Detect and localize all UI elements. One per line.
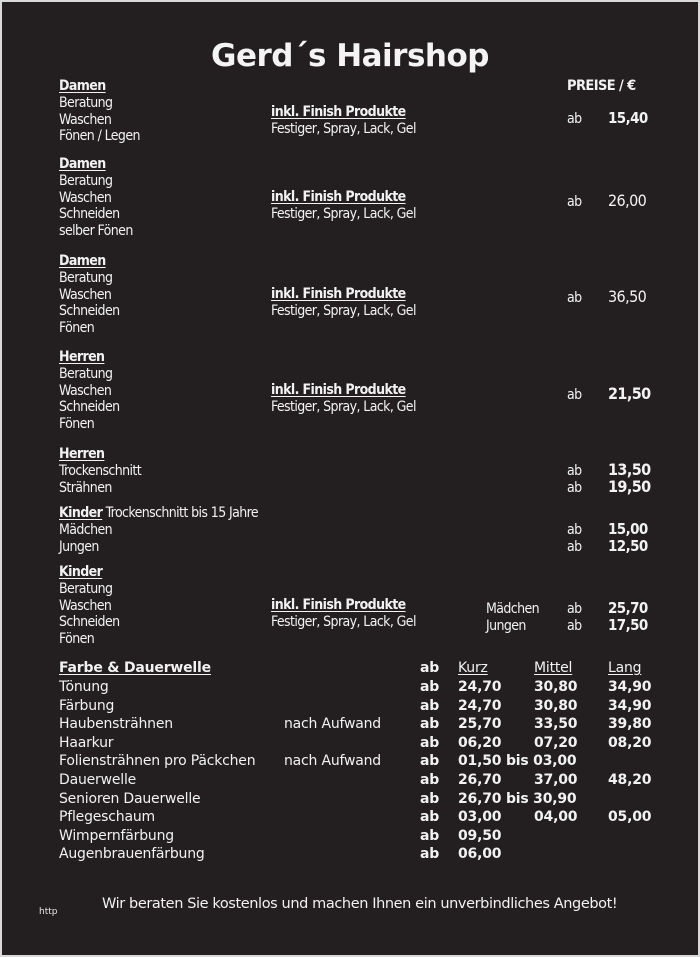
service-label: Augenbrauenfärbung bbox=[59, 846, 205, 863]
price-mittel: 30,80 bbox=[534, 679, 578, 695]
price-value: 36,50 bbox=[608, 287, 647, 306]
ab-label: ab bbox=[567, 387, 582, 403]
price-value: 25,70 bbox=[608, 599, 648, 617]
section-kinder-1 bbox=[59, 505, 258, 555]
ab-label: ab bbox=[420, 827, 440, 844]
inkl-items: Festiger, Spray, Lack, Gel bbox=[271, 205, 416, 222]
kinder-maedchen-label: Mädchen bbox=[486, 601, 540, 617]
ab-label: ab bbox=[420, 772, 440, 788]
price-kurz: 01,50 bis 03,00 bbox=[458, 753, 577, 770]
service-line: Strähnen bbox=[59, 479, 112, 496]
inkl-finish-3 bbox=[271, 286, 416, 320]
ab-label: ab bbox=[567, 618, 582, 634]
ab-label: ab bbox=[420, 753, 440, 770]
inkl-items: Festiger, Spray, Lack, Gel bbox=[271, 302, 416, 319]
section-kinder-2 bbox=[59, 564, 119, 648]
service-line: Waschen bbox=[59, 597, 112, 614]
service-line: Schneiden bbox=[59, 303, 120, 320]
service-line: Beratung bbox=[59, 94, 113, 111]
ab-label: ab bbox=[420, 716, 440, 733]
price-lang: 05,00 bbox=[608, 809, 652, 826]
service-label: Haarkur bbox=[59, 734, 114, 751]
inkl-finish-2 bbox=[271, 189, 416, 223]
ab-label: ab bbox=[420, 790, 440, 807]
inkl-items: Festiger, Spray, Lack, Gel bbox=[271, 613, 416, 630]
service-line: Fönen bbox=[59, 416, 95, 433]
price-value: 19,50 bbox=[608, 477, 651, 496]
service-note: nach Aufwand bbox=[284, 716, 381, 733]
service-line: Beratung bbox=[59, 172, 113, 189]
price-mittel: 07,20 bbox=[534, 734, 578, 751]
inkl-heading: inkl. Finish Produkte bbox=[271, 382, 406, 398]
service-line: Trockenschnitt bbox=[59, 462, 142, 479]
inkl-finish-1 bbox=[271, 104, 416, 138]
price-kurz: 06,00 bbox=[458, 846, 502, 863]
price-mittel: 30,80 bbox=[534, 697, 578, 714]
service-line: Beratung bbox=[59, 580, 113, 597]
service-label: Dauerwelle bbox=[59, 772, 137, 788]
inkl-finish-4 bbox=[271, 382, 416, 416]
service-label: Senioren Dauerwelle bbox=[59, 790, 201, 807]
price-lang: 48,20 bbox=[608, 772, 652, 788]
price-lang: 39,80 bbox=[608, 716, 652, 733]
service-line: Beratung bbox=[59, 269, 113, 286]
price-value: 12,50 bbox=[608, 537, 648, 555]
service-line: Beratung bbox=[59, 365, 113, 382]
price-kurz: 26,70 bbox=[458, 772, 502, 788]
service-label: Wimpernfärbung bbox=[59, 827, 174, 844]
section-heading: Herren bbox=[59, 446, 105, 462]
price-kurz: 03,00 bbox=[458, 809, 502, 826]
ab-label: ab bbox=[420, 679, 440, 695]
price-kurz: 26,70 bis 30,90 bbox=[458, 790, 577, 807]
inkl-heading: inkl. Finish Produkte bbox=[271, 104, 406, 120]
inkl-finish-5 bbox=[271, 597, 416, 631]
service-note: nach Aufwand bbox=[284, 753, 381, 770]
inkl-heading: inkl. Finish Produkte bbox=[271, 597, 406, 613]
column-mittel: Mittel bbox=[534, 660, 573, 676]
prices-header: PREISE / € bbox=[567, 78, 636, 94]
section-heading: Damen bbox=[59, 253, 106, 269]
price-lang: 34,90 bbox=[608, 679, 652, 695]
service-line: Jungen bbox=[59, 538, 99, 555]
service-line: Waschen bbox=[59, 111, 112, 128]
service-line: Fönen bbox=[59, 320, 95, 337]
ab-label: ab bbox=[420, 697, 440, 714]
column-lang: Lang bbox=[608, 660, 642, 676]
price-value: 15,00 bbox=[608, 520, 648, 538]
service-line: Waschen bbox=[59, 189, 112, 206]
price-lang: 08,20 bbox=[608, 734, 652, 751]
inkl-heading: inkl. Finish Produkte bbox=[271, 189, 406, 205]
service-label: Tönung bbox=[59, 679, 109, 695]
service-line: selber Fönen bbox=[59, 223, 133, 240]
ab-label: ab bbox=[567, 111, 582, 127]
ab-label: ab bbox=[567, 463, 582, 479]
service-line: Fönen bbox=[59, 631, 95, 648]
service-label: Färbung bbox=[59, 697, 115, 714]
ab-label: ab bbox=[420, 809, 440, 826]
ab-label: ab bbox=[420, 734, 440, 751]
farbe-heading: Farbe & Dauerwelle bbox=[59, 660, 211, 676]
ab-label: ab bbox=[567, 539, 582, 555]
section-herren-1 bbox=[59, 349, 119, 433]
price-mittel: 37,00 bbox=[534, 772, 578, 788]
ab-label: ab bbox=[420, 660, 440, 676]
footer-text: Wir beraten Sie kostenlos und machen Ihnen ein unverbindliches Angebot! bbox=[102, 896, 618, 912]
section-damen-2 bbox=[59, 156, 133, 240]
service-line: Waschen bbox=[59, 382, 112, 399]
inkl-heading: inkl. Finish Produkte bbox=[271, 286, 406, 302]
price-kurz: 24,70 bbox=[458, 697, 502, 714]
service-line: Fönen / Legen bbox=[59, 128, 140, 145]
price-mittel: 04,00 bbox=[534, 809, 578, 826]
price-value: 13,50 bbox=[608, 460, 651, 479]
inkl-items: Festiger, Spray, Lack, Gel bbox=[271, 398, 416, 415]
service-line: Schneiden bbox=[59, 399, 120, 416]
price-value: 17,50 bbox=[608, 616, 648, 634]
ab-label: ab bbox=[567, 290, 582, 306]
column-kurz: Kurz bbox=[458, 660, 488, 676]
section-damen-3 bbox=[59, 253, 119, 337]
price-list-sheet bbox=[2, 2, 698, 955]
page-title: Gerd´s Hairshop bbox=[211, 38, 489, 74]
price-kurz: 25,70 bbox=[458, 716, 502, 733]
price-value: 26,00 bbox=[608, 191, 647, 210]
section-heading: Damen bbox=[59, 156, 106, 172]
service-line: Waschen bbox=[59, 286, 112, 303]
ab-label: ab bbox=[567, 601, 582, 617]
section-heading: Kinder bbox=[59, 505, 103, 521]
price-mittel: 33,50 bbox=[534, 716, 578, 733]
section-subheading: Trockenschnitt bis 15 Jahre bbox=[105, 505, 259, 521]
ab-label: ab bbox=[420, 846, 440, 863]
price-value: 21,50 bbox=[608, 384, 651, 403]
price-kurz: 06,20 bbox=[458, 734, 502, 751]
service-label: Haubensträhnen bbox=[59, 716, 173, 733]
service-line: Schneiden bbox=[59, 614, 120, 631]
inkl-items: Festiger, Spray, Lack, Gel bbox=[271, 120, 416, 137]
service-line: Mädchen bbox=[59, 521, 113, 538]
service-label: Pflegeschaum bbox=[59, 809, 155, 826]
price-kurz: 24,70 bbox=[458, 679, 502, 695]
price-kurz: 09,50 bbox=[458, 827, 502, 844]
price-value: 15,40 bbox=[608, 109, 648, 127]
service-line: Schneiden bbox=[59, 206, 120, 223]
ab-label: ab bbox=[567, 194, 582, 210]
section-heading: Kinder bbox=[59, 564, 103, 580]
kinder-jungen-label: Jungen bbox=[486, 618, 526, 634]
section-heading: Herren bbox=[59, 349, 105, 365]
price-lang: 34,90 bbox=[608, 697, 652, 714]
section-herren-2 bbox=[59, 446, 141, 496]
ab-label: ab bbox=[567, 480, 582, 496]
watermark: http bbox=[39, 907, 58, 917]
service-label: Foliensträhnen pro Päckchen bbox=[59, 753, 256, 770]
section-heading: Damen bbox=[59, 78, 106, 94]
ab-label: ab bbox=[567, 522, 582, 538]
section-damen-1 bbox=[59, 78, 140, 145]
